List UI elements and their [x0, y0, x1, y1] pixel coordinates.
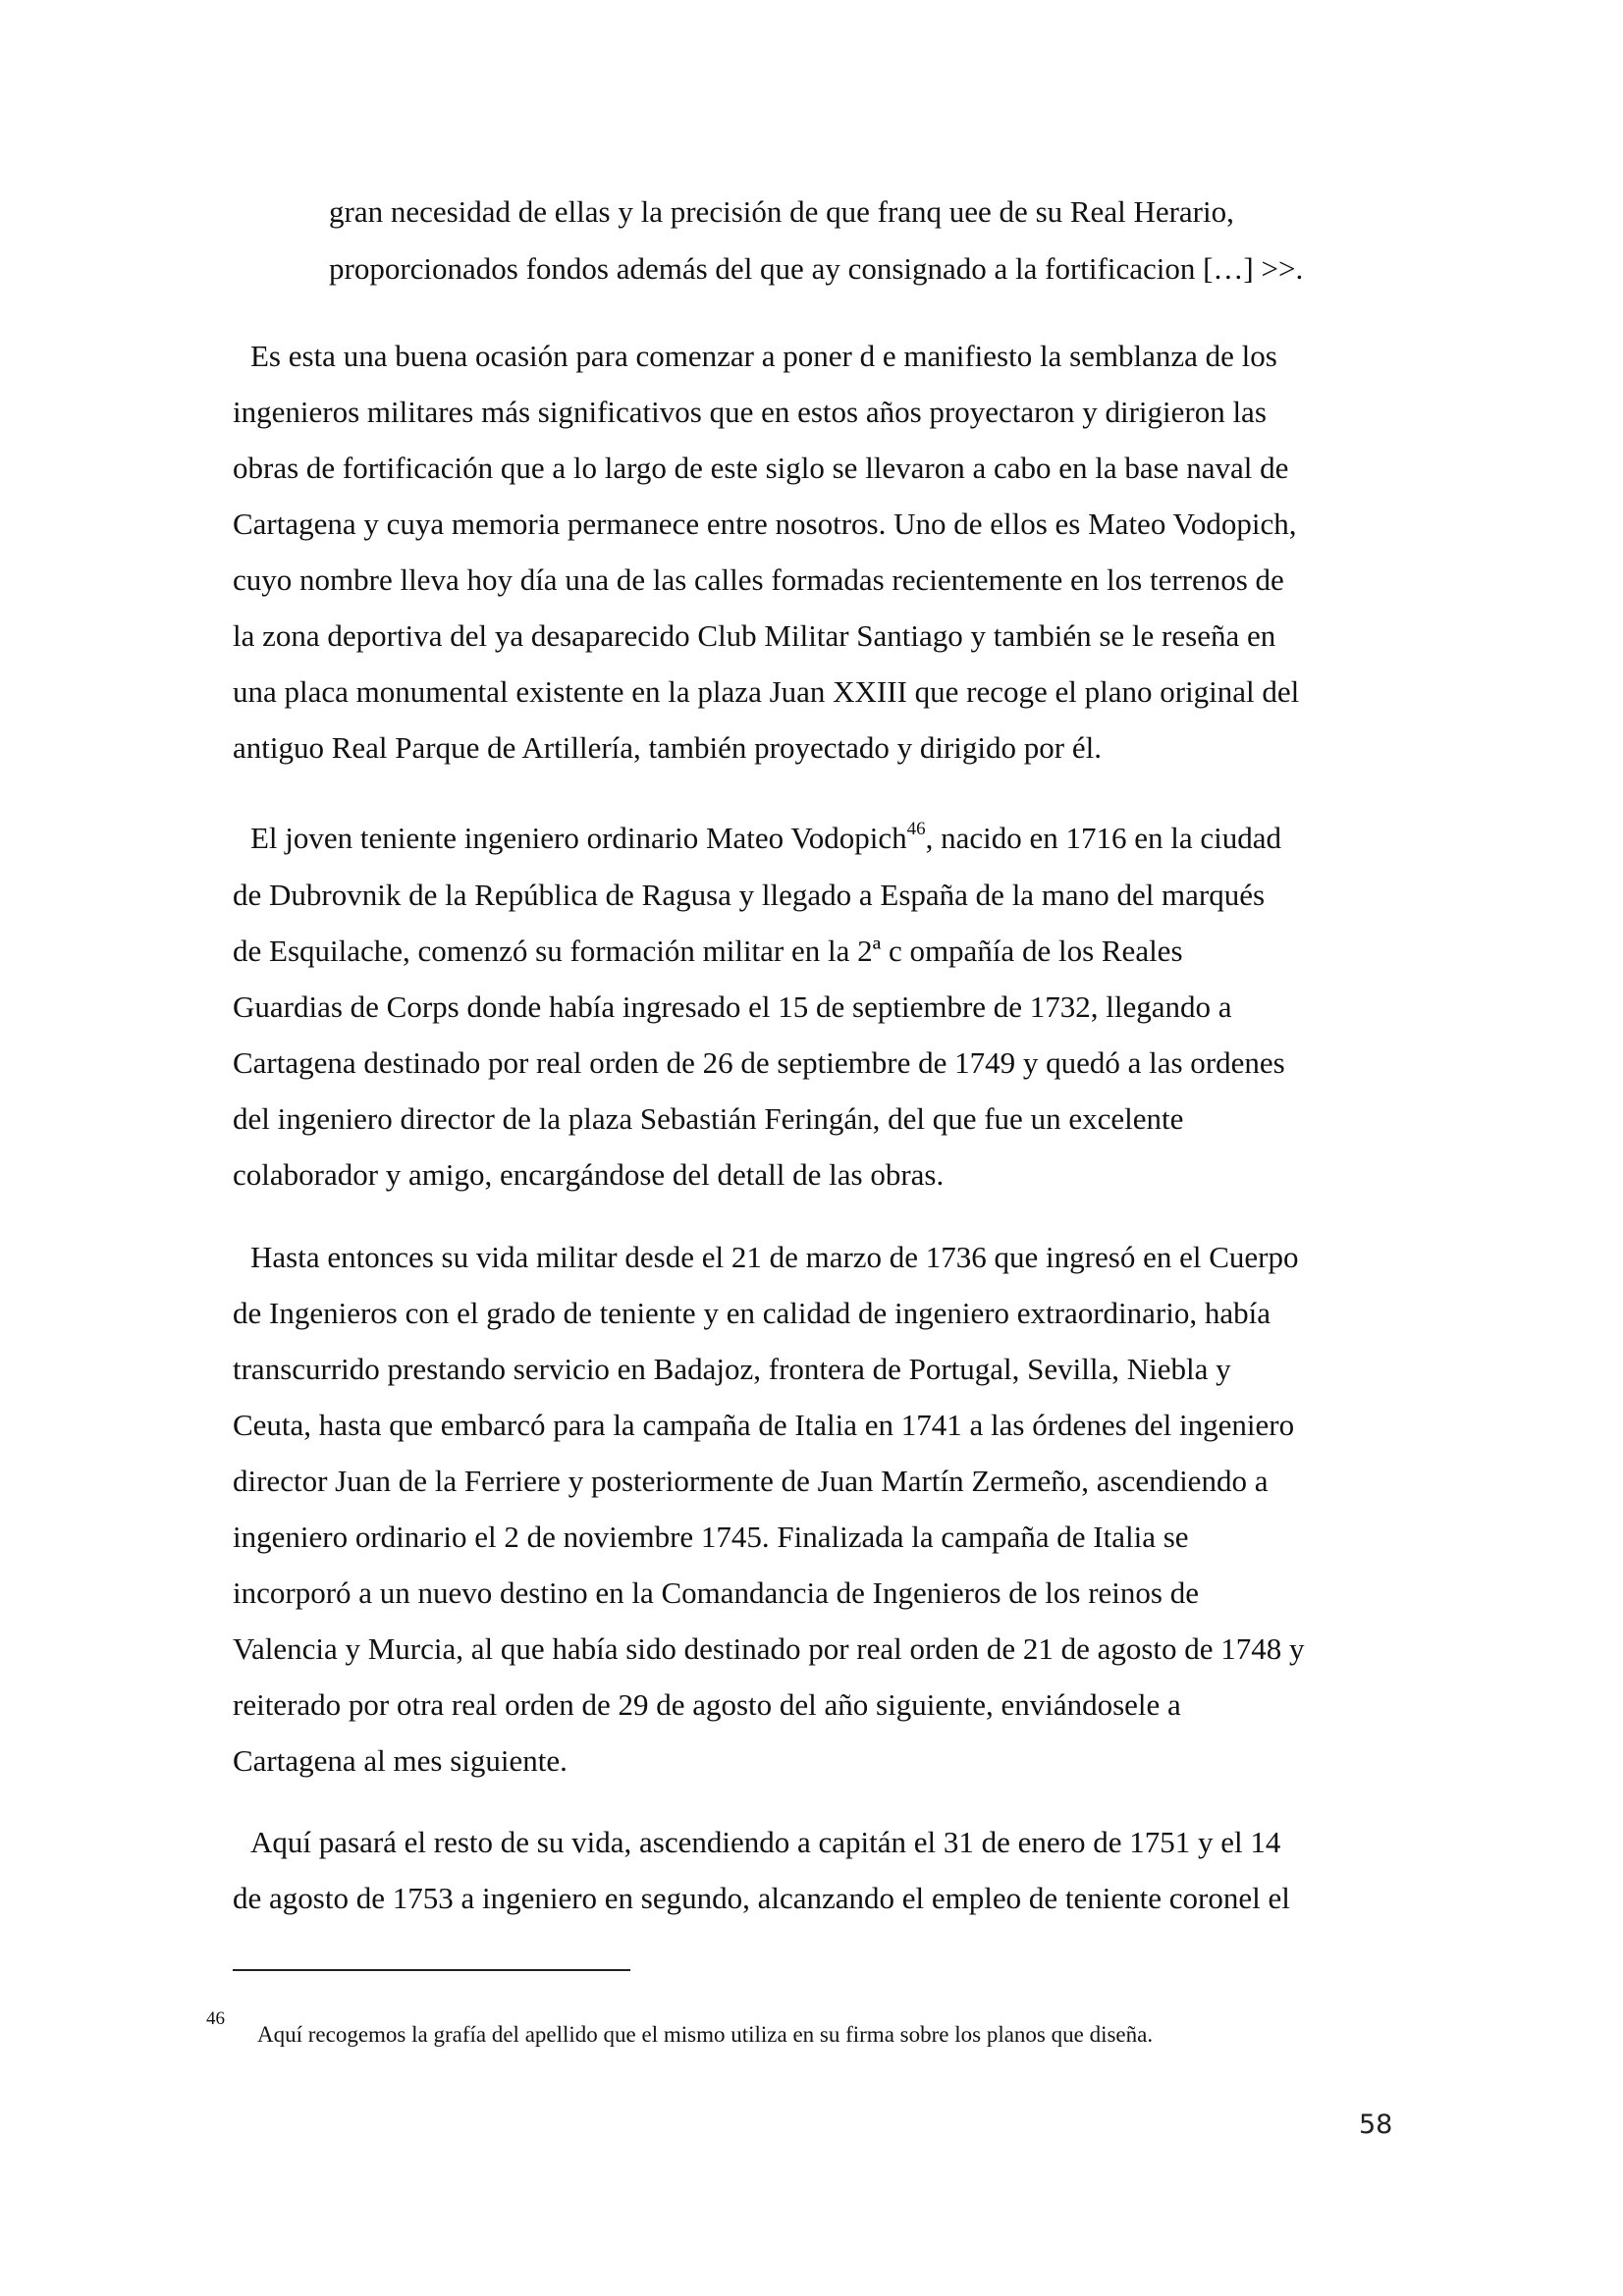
paragraph-line: del ingeniero director de la plaza Sebastián Feringán, del que fue un excelente [233, 1101, 1184, 1136]
paragraph-line: director Juan de la Ferriere y posteriormente de Juan Martín Zermeño, ascendiendo a [233, 1464, 1269, 1498]
paragraph-line: obras de fortificación que a lo largo de este siglo se llevaron a cabo en la base naval de [233, 451, 1289, 485]
text-run: El joven teniente ingeniero ordinario Mateo Vodopich [250, 821, 907, 855]
footnote-number: 46 [206, 2008, 225, 2029]
paragraph-line: Hasta entonces su vida militar desde el 21 de marzo de 1736 que ingresó en el Cuerpo [250, 1240, 1299, 1274]
text-run: , nacido en 1716 en la ciudad [925, 821, 1282, 855]
paragraph-line: de Dubrovnik de la República de Ragusa y llegado a España de la mano del marqués [233, 878, 1266, 912]
quote-line: proporcionados fondos además del que ay consignado a la fortificacion […] >>. [329, 251, 1304, 286]
footnote-reference[interactable]: 46 [906, 819, 926, 839]
paragraph-line: Cartagena destinado por real orden de 26 de septiembre de 1749 y quedó a las ordenes [233, 1045, 1285, 1080]
paragraph-line: Cartagena al mes siguiente. [233, 1743, 568, 1778]
paragraph-line: Valencia y Murcia, al que había sido destinado por real orden de 21 de agosto de 1748 y [233, 1631, 1305, 1666]
paragraph-line: incorporó a un nuevo destino en la Comandancia de Ingenieros de los reinos de [233, 1575, 1199, 1610]
paragraph-line: Cartagena y cuya memoria permanece entre nosotros. Uno de ellos es Mateo Vodopich, [233, 507, 1297, 541]
paragraph-line: de agosto de 1753 a ingeniero en segundo, alcanzando el empleo de teniente coronel el [233, 1881, 1290, 1915]
paragraph-line: Aquí pasará el resto de su vida, ascendiendo a capitán el 31 de enero de 1751 y el 14 [250, 1825, 1281, 1859]
paragraph-line: ingeniero ordinario el 2 de noviembre 1745. Finalizada la campaña de Italia se [233, 1520, 1189, 1554]
paragraph-line: reiterado por otra real orden de 29 de agosto del año siguiente, enviándosele a [233, 1687, 1181, 1722]
paragraph-line: ingenieros militares más significativos que en estos años proyectaron y dirigieron las [233, 395, 1267, 429]
paragraph-line: de Esquilache, comenzó su formación militar en la 2ª c ompañía de los Reales [233, 934, 1183, 968]
paragraph-line: cuyo nombre lleva hoy día una de las calles formadas recientemente en los terrenos de [233, 562, 1284, 597]
paragraph-line: antiguo Real Parque de Artillería, también proyectado y dirigido por él. [233, 730, 1102, 765]
paragraph-line: Ceuta, hasta que embarcó para la campaña de Italia en 1741 a las órdenes del ingeniero [233, 1408, 1295, 1442]
paragraph-line: Es esta una buena ocasión para comenzar a poner d e manifiesto la semblanza de los [250, 339, 1277, 373]
paragraph-line [250, 819, 1281, 858]
footnote-separator [233, 1969, 630, 1971]
paragraph-line: colaborador y amigo, encargándose del detall de las obras. [233, 1157, 945, 1192]
page-number: 58 [1359, 2109, 1393, 2140]
paragraph-line: de Ingenieros con el grado de teniente y en calidad de ingeniero extraordinario, había [233, 1296, 1271, 1330]
paragraph-line: transcurrido prestando servicio en Badajoz, frontera de Portugal, Sevilla, Niebla y [233, 1352, 1231, 1386]
paragraph-line: Guardias de Corps donde había ingresado el 15 de septiembre de 1732, llegando a [233, 989, 1232, 1024]
paragraph-line: la zona deportiva del ya desaparecido Club Militar Santiago y también se le reseña en [233, 618, 1276, 653]
quote-line: gran necesidad de ellas y la precisión de que franq uee de su Real Herario, [329, 194, 1234, 229]
paragraph-line: una placa monumental existente en la plaza Juan XXIII que recoge el plano original del [233, 674, 1300, 709]
footnote-text: Aquí recogemos la grafía del apellido que el mismo utiliza en su firma sobre los planos que diseña. [257, 2022, 1154, 2047]
